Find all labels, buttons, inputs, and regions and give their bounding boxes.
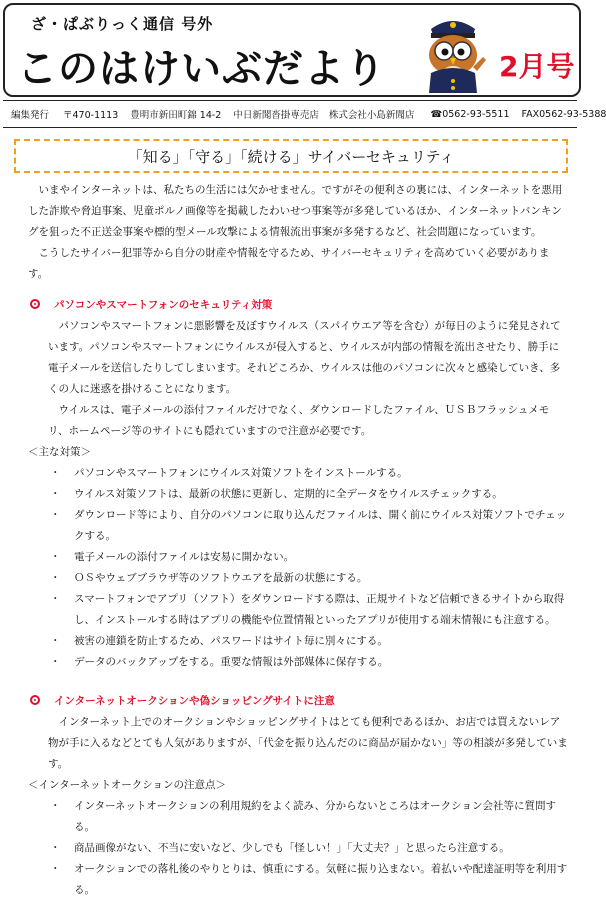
auction-tips-list bbox=[28, 796, 568, 901]
section-heading bbox=[28, 295, 568, 316]
heading-bullet-icon bbox=[30, 695, 40, 705]
list-item: ・ 被害の連鎖を防止するため、パスワードはサイト毎に別々にする。 bbox=[50, 631, 568, 652]
publisher-label: 編集発行 bbox=[11, 110, 50, 121]
company-name: 株式会社小島新聞店 bbox=[328, 110, 415, 121]
newsletter-title: このはけいぶだより bbox=[17, 46, 386, 92]
postal-code: 〒470-1113 bbox=[63, 110, 119, 121]
list-label: ＜主な対策＞ bbox=[28, 446, 91, 458]
address: 豊明市新田町錦 14-2 bbox=[130, 110, 222, 121]
issue-month: 2月号 bbox=[499, 50, 575, 83]
police-owl-mascot-icon bbox=[417, 11, 489, 93]
list-item: ・ 商品画像がない、不当に安いなど、少しでも「怪しい！」「大丈夫？」と思ったら注意する。 bbox=[50, 838, 568, 859]
list-item: ・ スマートフォンでアプリ（ソフト）をダウンロードする際は、正規サイトなど信頼できるサイトから取得し、インストールする時はアプリの機能や位置情報といったアプリが使用する端末情報にも注意する。 bbox=[50, 589, 568, 631]
article-body bbox=[28, 180, 568, 901]
publisher-info-bar bbox=[3, 100, 606, 128]
phone-number: ☎0562-93-5511 bbox=[430, 108, 510, 120]
list-item: ・ ダウンロード等により、自分のパソコンに取り込んだファイルは、開く前にウイルス対策ソフトでチェックする。 bbox=[50, 505, 568, 547]
section-heading-text: パソコンやスマートフォンのセキュリティ対策 bbox=[54, 299, 273, 311]
intro-paragraph: いまやインターネットは、私たちの生活には欠かせません。ですがその便利さの裏には、インターネットを悪用した詐欺や脅迫事案、児童ポルノ画像等を掲載したわいせつ事案等が多発しているほか、インターネットバンキングを狙った不正送金事案や標的型メール攻撃による情報流出事案が多発するなど、社会問題になっています。 bbox=[28, 184, 563, 238]
section-paragraph: パソコンやスマートフォンに悪影響を及ぼすウイルス（スパイウエア等を含む）が毎日のように発見されています。パソコンやスマートフォンにウイルスが侵入すると、ウイルスが内部の情報を流出させたり、勝手に電子メールを送信したりしてしまいます。それどころか、ウイルスは他のパソコンに次々と感染していき、多くの人に迷惑を掛けることになります。 bbox=[48, 320, 561, 395]
list-item: ・ パソコンやスマートフォンにウイルス対策ソフトをインストールする。 bbox=[50, 463, 568, 484]
masthead bbox=[3, 3, 581, 97]
list-item: ・ 電子メールの添付ファイルは安易に開かない。 bbox=[50, 547, 568, 568]
fax-number: FAX0562-93-5388 bbox=[521, 108, 606, 120]
intro-paragraph: こうしたサイバー犯罪等から自分の財産や情報を守るため、サイバーセキュリティを高めていく必要があります。 bbox=[28, 247, 550, 280]
newsletter-subtitle: ざ・ぱぶりっく通信 号外 bbox=[31, 15, 214, 33]
section-heading-text: インターネットオークションや偽ショッピングサイトに注意 bbox=[54, 695, 335, 707]
list-item: ・ ＯＳやウェブブラウザ等のソフトウエアを最新の状態にする。 bbox=[50, 568, 568, 589]
section-paragraph: インターネット上でのオークションやショッピングサイトはとても便利であるほか、お店では買えないレア物が手に入るなどとても人気がありますが、「代金を振り込んだのに商品が届かない」等の相談が多発しています。 bbox=[48, 716, 568, 770]
article-banner: 「知る」「守る」「続ける」サイバーセキュリティ bbox=[14, 139, 568, 173]
list-item: ・ ウイルス対策ソフトは、最新の状態に更新し、定期的に全データをウイルスチェックする。 bbox=[50, 484, 568, 505]
list-item: ・ オークションでの落札後のやりとりは、慎重にする。気軽に振り込まない。着払いや配達証明等を利用する。 bbox=[50, 859, 568, 901]
section-heading bbox=[28, 691, 568, 712]
list-item: ・ インターネットオークションの利用規約をよく読み、分からないところはオークション会社等に質問する。 bbox=[50, 796, 568, 838]
list-item: ・ データのバックアップをする。重要な情報は外部媒体に保存する。 bbox=[50, 652, 568, 673]
list-label: ＜インターネットオークションの注意点＞ bbox=[28, 779, 227, 791]
section-paragraph: ウイルスは、電子メールの添付ファイルだけでなく、ダウンロードしたファイル、ＵＳＢフラッシュメモリ、ホームページ等のサイトにも隠れていますので注意が必要です。 bbox=[48, 404, 550, 437]
countermeasure-list bbox=[28, 463, 568, 673]
heading-bullet-icon bbox=[30, 299, 40, 309]
shop-name: 中日新聞沓掛専売店 bbox=[233, 110, 319, 121]
